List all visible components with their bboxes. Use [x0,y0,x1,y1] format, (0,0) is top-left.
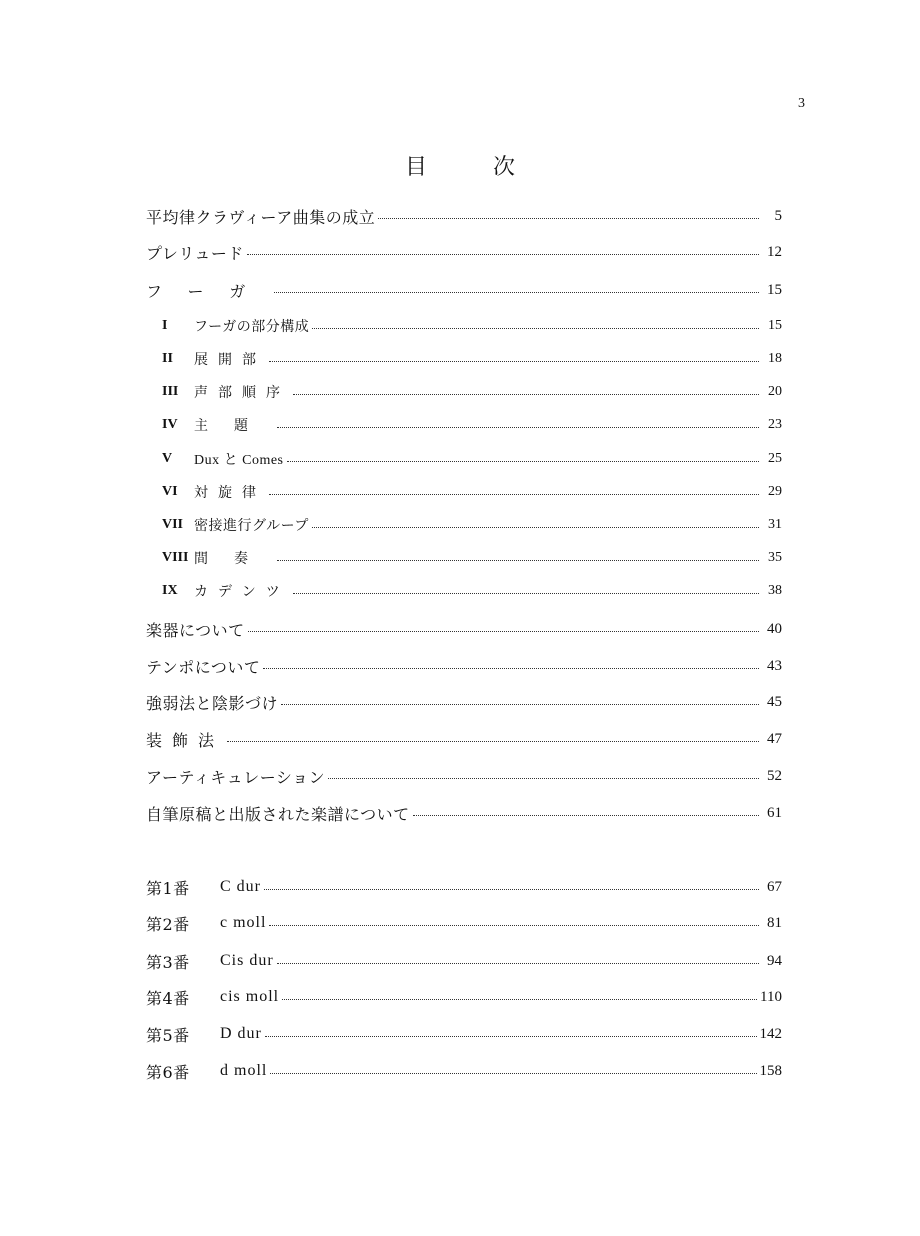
toc-entry-dynamics[interactable] [146,689,782,715]
toc-entry-page: 110 [760,988,782,1005]
toc-entry-label: アーティキュレーション [146,767,326,787]
piece-number: 第3番 [146,952,190,972]
toc-entry-fugue[interactable] [146,277,782,303]
toc-entry-label: 平均律クラヴィーア曲集の成立 [146,207,376,227]
toc-entry-ornamentation[interactable] [146,726,782,752]
roman-numeral: VIII [162,550,189,565]
toc-entry-page: 94 [767,952,782,969]
toc-entry-label: プレリュード [146,243,244,263]
toc-entry-label: 主題 [194,418,274,434]
toc-entry-origin[interactable] [146,203,782,229]
toc-entry-page: 61 [767,804,782,821]
toc-entry-articulation[interactable] [146,763,782,789]
toc-entry-page: 35 [768,550,782,565]
roman-numeral: IV [162,417,178,432]
toc-entry-page: 158 [759,1062,782,1079]
toc-entry-label: 間奏 [194,551,274,567]
dot-leader [277,560,759,561]
dot-leader [265,1036,757,1037]
dot-leader [378,218,759,219]
roman-numeral: II [162,351,173,366]
toc-entry-page: 15 [768,318,782,333]
roman-numeral: IX [162,583,178,598]
piece-number: 第2番 [146,914,190,934]
toc-entry-page: 38 [768,583,782,598]
toc-piece-entry[interactable] [146,1021,782,1047]
piece-number: 第1番 [146,878,190,898]
piece-key: d moll [220,1062,268,1079]
dot-leader [293,593,759,594]
piece-number: 第5番 [146,1025,190,1045]
toc-entry-page: 23 [768,417,782,432]
dot-leader [274,292,759,293]
roman-numeral: III [162,384,179,399]
dot-leader [282,999,757,1000]
toc-entry-page: 47 [767,730,782,747]
toc-entry-page: 67 [767,878,782,895]
toc-piece-entry[interactable] [146,948,782,974]
toc-subentry[interactable] [162,479,782,505]
roman-numeral: VII [162,517,184,532]
toc-subentry[interactable] [162,512,782,538]
page-number: 3 [798,96,805,111]
toc-entry-label: テンポについて [146,657,261,677]
dot-leader [269,494,759,495]
toc-entry-page: 29 [768,484,782,499]
toc-entry-page: 18 [768,351,782,366]
dot-leader [247,254,759,255]
toc-entry-page: 142 [759,1025,782,1042]
roman-numeral: V [162,451,173,466]
toc-subentry[interactable] [162,379,782,405]
toc-piece-entry[interactable] [146,984,782,1010]
toc-subentry[interactable] [162,446,782,472]
piece-number: 第6番 [146,1062,190,1082]
toc-entry-label: 対旋律 [194,485,266,501]
dot-leader [269,925,759,926]
toc-entry-page: 52 [767,767,782,784]
dot-leader [277,963,759,964]
dot-leader [328,778,759,779]
toc-entry-tempo[interactable] [146,653,782,679]
dot-leader [263,668,759,669]
piece-key: D dur [220,1025,262,1042]
toc-entry-page: 45 [767,693,782,710]
dot-leader [312,527,759,528]
toc-entry-page: 31 [768,517,782,532]
toc-subentry[interactable] [162,545,782,571]
toc-entry-label: 自筆原稿と出版された楽譜について [146,804,410,824]
piece-key: C dur [220,878,261,895]
toc-subentry[interactable] [162,412,782,438]
toc-piece-entry[interactable] [146,874,782,900]
page-title [0,150,920,181]
toc-entry-page: 40 [767,620,782,637]
toc-piece-entry[interactable] [146,910,782,936]
toc-subentry[interactable] [162,313,782,339]
piece-key: cis moll [220,988,280,1005]
toc-entry-label: 装飾法 [146,730,225,750]
dot-leader [287,461,760,462]
piece-number: 第4番 [146,988,190,1008]
toc-entry-page: 20 [768,384,782,399]
dot-leader [264,889,759,890]
toc-entry-page: 81 [767,914,782,931]
toc-entry-page: 12 [767,243,782,260]
toc-entry-label: 密接進行グループ [194,518,309,534]
toc-entry-label: 強弱法と陰影づけ [146,693,279,713]
toc-entry-label: 展開部 [194,352,266,368]
toc-entry-label: フーガの部分構成 [194,319,310,335]
toc-entry-page: 25 [768,451,782,466]
toc-entry-manuscripts[interactable] [146,800,782,826]
toc-entry-instruments[interactable] [146,616,782,642]
dot-leader [312,328,759,329]
toc-entry-page: 5 [774,207,782,224]
toc-entry-page: 43 [767,657,782,674]
title-char-2: 次 [493,155,516,180]
dot-leader [248,631,759,632]
dot-leader [281,704,759,705]
dot-leader [413,815,759,816]
toc-subentry[interactable] [162,346,782,372]
piece-key: c moll [220,914,267,931]
toc-piece-entry[interactable] [146,1058,782,1084]
toc-entry-label: カデンツ [194,584,290,600]
toc-entry-page: 15 [767,281,782,298]
dot-leader [270,1073,756,1074]
dot-leader [277,427,759,428]
toc-subentry[interactable] [162,578,782,604]
toc-entry-label: 楽器について [146,620,245,640]
toc-entry-label: Dux と Comes [194,453,284,468]
toc-entry-prelude[interactable] [146,239,782,265]
roman-numeral: I [162,318,168,333]
toc-entry-label: 声部順序 [194,385,290,401]
piece-key: Cis dur [220,952,274,969]
title-char-1: 目 [404,155,427,180]
dot-leader [293,394,759,395]
dot-leader [269,361,759,362]
roman-numeral: VI [162,484,178,499]
dot-leader [227,741,759,742]
toc-entry-label: フーガ [146,281,272,301]
